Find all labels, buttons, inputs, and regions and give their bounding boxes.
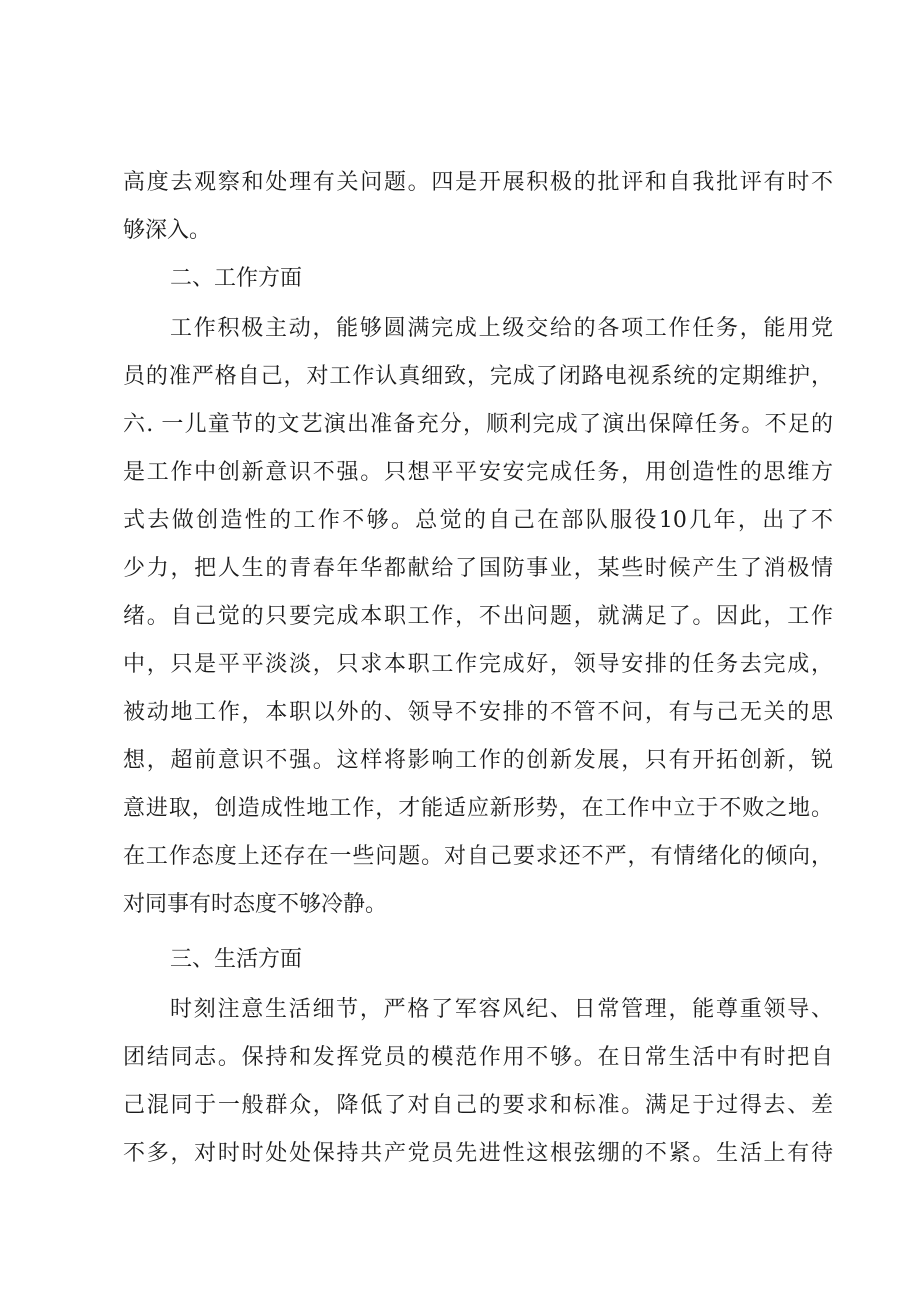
section-heading-life: 三、生活方面 — [170, 947, 303, 972]
paragraph-line: 够深入。 — [123, 218, 212, 243]
paragraph-line: 员的准严格自己，对工作认真细致，完成了闭路电视系统的定期维护， — [123, 364, 833, 389]
paragraph-line: 在工作态度上还存在一些问题。对自己要求还不严，有情绪化的倾向， — [123, 844, 833, 869]
paragraph-line: 想，超前意识不强。这样将影响工作的创新发展，只有开拓创新，锐 — [123, 748, 833, 773]
paragraph-line: 是工作中创新意识不强。只想平平安安完成任务，用创造性的思维方 — [123, 460, 833, 485]
section-heading-work: 二、工作方面 — [170, 266, 303, 291]
paragraph-line: 被动地工作，本职以外的、领导不安排的不管不问，有与己无关的思 — [123, 700, 833, 725]
paragraph-line: 式去做创造性的工作不够。总觉的自己在部队服役10几年，出了不 — [123, 508, 833, 533]
paragraph-line: 少力，把人生的青春年华都献给了国防事业，某些时候产生了消极情 — [123, 556, 833, 581]
paragraph-line: 工作积极主动，能够圆满完成上级交给的各项工作任务，能用党 — [170, 316, 833, 341]
paragraph-line: 己混同于一般群众，降低了对自己的要求和标准。满足于过得去、差 — [123, 1093, 833, 1118]
paragraph-line: 六. 一儿童节的文艺演出准备充分，顺利完成了演出保障任务。不足的 — [123, 412, 833, 437]
paragraph-line: 不多，对时时处处保持共产党员先进性这根弦绷的不紧。生活上有待 — [123, 1141, 833, 1166]
paragraph-line: 时刻注意生活细节，严格了军容风纪、日常管理，能尊重领导、 — [170, 997, 833, 1022]
paragraph-line: 意进取，创造成性地工作，才能适应新形势，在工作中立于不败之地。 — [123, 796, 833, 821]
paragraph-line: 团结同志。保持和发挥党员的模范作用不够。在日常生活中有时把自 — [123, 1045, 833, 1070]
paragraph-line: 高度去观察和处理有关问题。四是开展积极的批评和自我批评有时不 — [123, 170, 833, 195]
paragraph-line: 对同事有时态度不够冷静。 — [123, 892, 388, 917]
paragraph-line: 中，只是平平淡淡，只求本职工作完成好，领导安排的任务去完成， — [123, 652, 833, 677]
paragraph-line: 绪。自己觉的只要完成本职工作，不出问题，就满足了。因此，工作 — [123, 604, 833, 629]
